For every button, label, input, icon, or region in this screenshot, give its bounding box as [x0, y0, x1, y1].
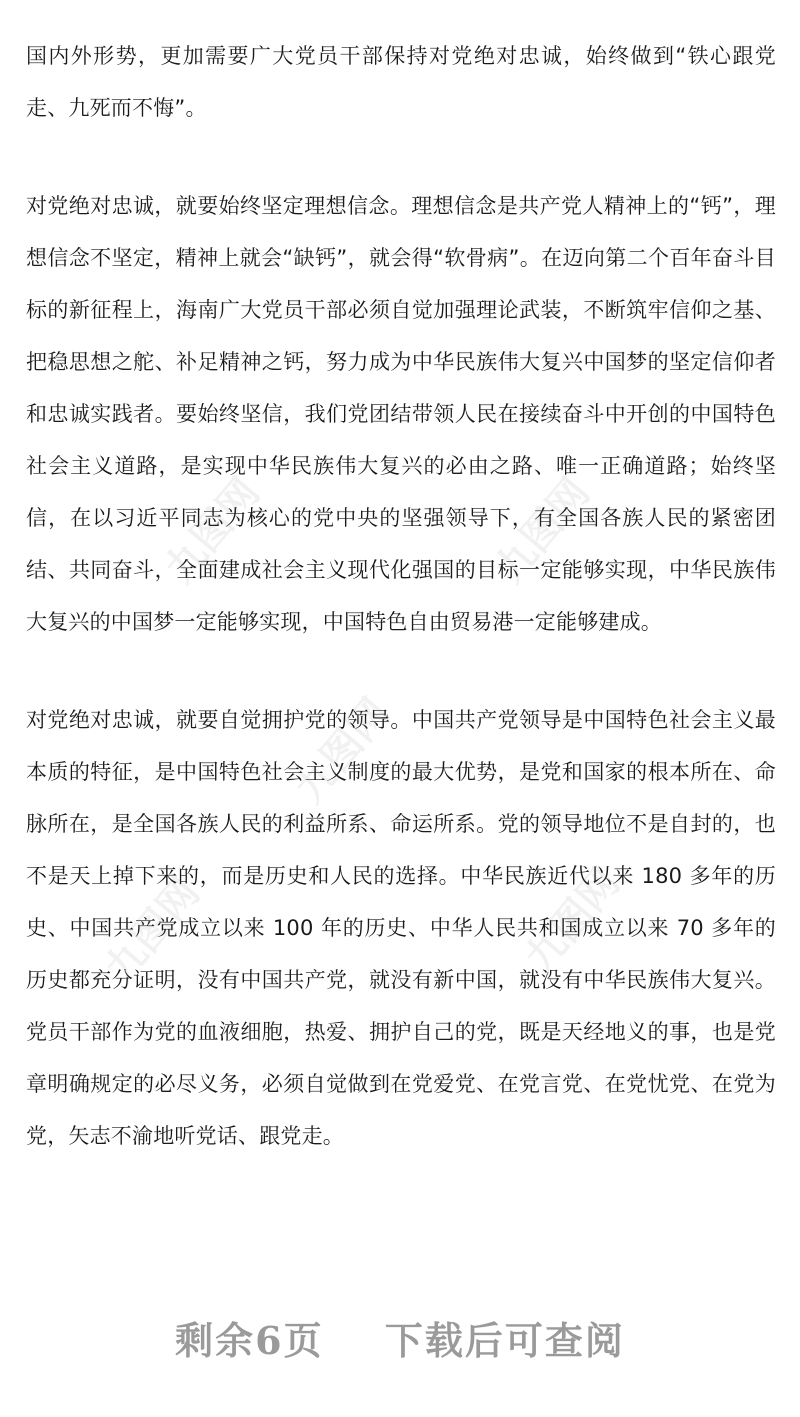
- watermark: 九图网: [156, 470, 269, 592]
- watermark: 九图网: [486, 470, 599, 592]
- paragraph-leadership: 对党绝对忠诚，就要自觉拥护党的领导。中国共产党领导是中国特色社会主义最本质的特征，是中国特色社会主义制度的最大优势，是党和国家的根本所在、命脉所在，是全国各族人民的利益所系、命运所系。党的领导地位不是自封的，也不是天上掉下来的，而是历史和人民的选择。中华民族近代以来 180 多年的历史、中国共产党成立以来 100 年的历史、中华人民共和国成立以来 70 多年的历史都充分证明，没有中国共产党，就没有新中国，就没有中华民族伟大复兴。党员干部作为党的血液细胞，热爱、拥护自己的党，既是天经地义的事，也是党章明确规定的必尽义务，必须自觉做到在党爱党、在党言党、在党忧党、在党为党，矢志不渝地听党话、跟党走。: [26, 708, 776, 1148]
- document-body: [26, 30, 776, 1162]
- watermark: 九图网: [286, 690, 399, 812]
- watermark: 九图网: [96, 870, 209, 992]
- download-prompt-label: 下载后可查阅: [384, 1318, 625, 1363]
- download-banner[interactable]: [0, 1310, 800, 1365]
- paragraph-intro: 国内外形势，更加需要广大党员干部保持对党绝对忠诚，始终做到“铁心跟党走、九死而不悔”。: [26, 44, 776, 120]
- remaining-pages-label: 剩余6页: [175, 1318, 324, 1363]
- watermark: 九图网: [516, 860, 629, 982]
- paragraph-ideals: 对党绝对忠诚，就要始终坚定理想信念。理想信念是共产党人精神上的“钙”，理想信念不坚定，精神上就会“缺钙”，就会得“软骨病”。在迈向第二个百年奋斗目标的新征程上，海南广大党员干部必须自觉加强理论武装，不断筑牢信仰之基、把稳思想之舵、补足精神之钙，努力成为中华民族伟大复兴中国梦的坚定信仰者和忠诚实践者。要始终坚信，我们党团结带领人民在接续奋斗中开创的中国特色社会主义道路，是实现中华民族伟大复兴的必由之路、唯一正确道路；始终坚信，在以习近平同志为核心的党中央的坚强领导下，有全国各族人民的紧密团结、共同奋斗，全面建成社会主义现代化强国的目标一定能够实现，中华民族伟大复兴的中国梦一定能够实现，中国特色自由贸易港一定能够建成。: [26, 194, 776, 634]
